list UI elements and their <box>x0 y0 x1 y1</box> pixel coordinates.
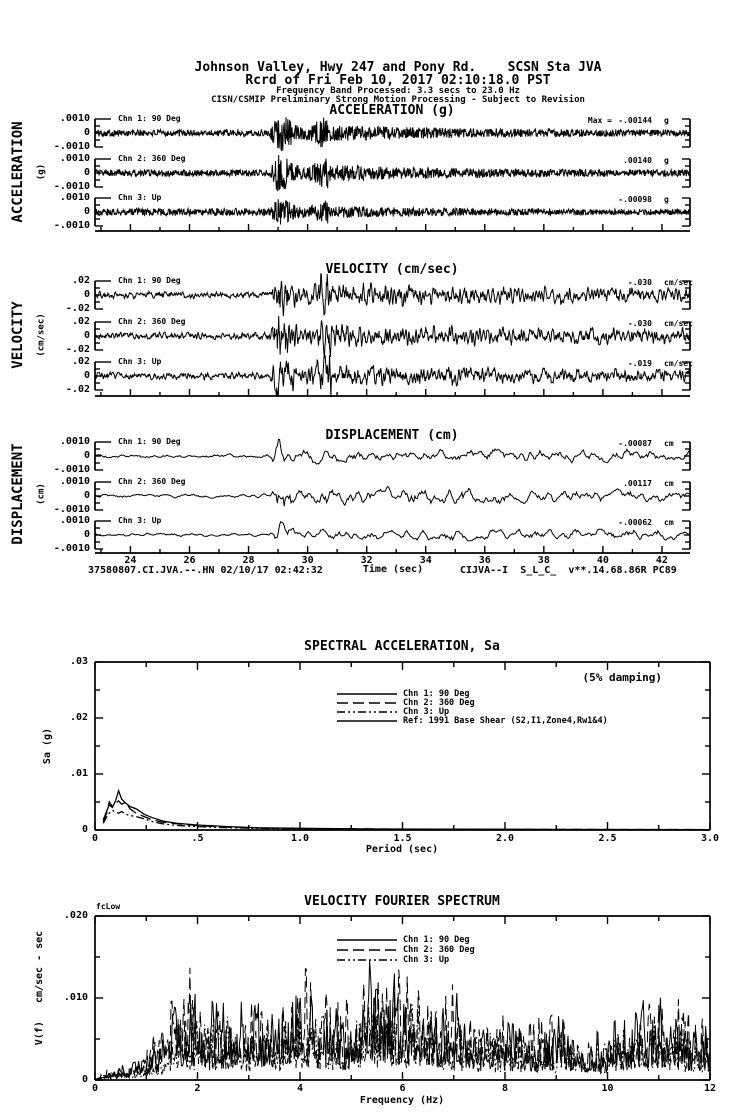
record-id-footer: 37580807.CI.JVA.--.HN 02/10/17 02:42:32 <box>88 565 323 576</box>
max-prefix-label: Max = <box>587 116 612 125</box>
header-disclaimer-line: CISN/CSMIP Preliminary Strong Motion Processing - Subject to Revision <box>211 95 585 105</box>
fourier-x-tick-label: 0 <box>91 1083 99 1094</box>
time-tick-label: 38 <box>537 555 550 566</box>
displacement_time_series-plot <box>95 439 690 553</box>
amp-tick-label: .02 <box>71 316 90 327</box>
amp-tick-label: 0 <box>83 529 90 540</box>
header-station-line: Johnson Valley, Hwy 247 and Pony Rd. SCSN Sta JVA <box>194 60 602 75</box>
fourier-x-tick-label: 10 <box>601 1083 614 1094</box>
sa-x-tick-label: .5 <box>191 833 204 844</box>
amp-tick-label: 0 <box>83 490 90 501</box>
max-unit-label: g <box>664 156 669 165</box>
acceleration_time_series-trace-3 <box>95 199 690 224</box>
max-value-label: .00117 <box>623 479 652 488</box>
fourier-y-tick-label: .010 <box>63 992 88 1003</box>
fourier-x-tick-label: 12 <box>703 1083 717 1094</box>
sa-y-tick-label: .02 <box>69 712 88 723</box>
fourier-filter-corner-note: fcLow <box>96 902 121 911</box>
processing-version-footer: CIJVA--I S_L_C_ v**.14.68.86R PC89 <box>460 565 677 576</box>
fourier-legend-label: Chn 3: Up <box>403 955 450 965</box>
sa-legend-label: Chn 2: 360 Deg <box>403 698 475 708</box>
velocity_time_series-trace-3 <box>95 355 690 397</box>
max-value-label: -.019 <box>627 359 652 368</box>
sa-damping-note: (5% damping) <box>582 671 662 684</box>
fourier-y-tick-label: 0 <box>81 1074 88 1085</box>
time-tick-label: 28 <box>242 555 255 566</box>
time-tick-label: 40 <box>596 555 609 566</box>
amp-tick-label: .02 <box>71 275 90 286</box>
max-value-label: -.030 <box>627 278 652 287</box>
displacement-axis-label: DISPLACEMENT <box>10 443 26 545</box>
max-value-label: -.00098 <box>618 195 652 204</box>
fourier-x-axis-label: Frequency (Hz) <box>359 1095 445 1106</box>
channel-label: Chn 1: 90 Deg <box>118 437 181 446</box>
sa-series-2 <box>103 801 710 830</box>
time-axis-label: Time (sec) <box>362 564 424 575</box>
amp-tick-label: -.0010 <box>53 504 90 515</box>
sa-x-tick-label: 0 <box>91 833 99 844</box>
sa-x-tick-label: 2.5 <box>598 833 617 844</box>
max-value-label: -.030 <box>627 319 652 328</box>
time-tick-label: 30 <box>301 555 314 566</box>
sa-y-axis-label: Sa (g) <box>42 727 53 765</box>
displacement_time_series-trace-2 <box>95 487 690 507</box>
max-value-label: .00140 <box>623 156 652 165</box>
displacement_time_series-trace-1 <box>95 439 690 464</box>
amp-tick-label: -.0010 <box>53 543 90 554</box>
velocity-axis-unit: (cm/sec) <box>36 313 47 357</box>
sa-x-tick-label: 2.0 <box>495 833 515 844</box>
sa-x-tick-label: 1.0 <box>290 833 310 844</box>
amp-tick-label: 0 <box>83 330 90 341</box>
sa-x-tick-label: 3.0 <box>700 833 720 844</box>
amp-tick-label: 0 <box>83 289 90 300</box>
sa-series-3 <box>103 810 710 829</box>
channel-label: Chn 2: 360 Deg <box>118 317 186 326</box>
acceleration-axis-label: ACCELERATION <box>10 121 26 223</box>
displacement-axis-unit: (cm) <box>36 483 47 505</box>
sa-y-tick-label: .01 <box>69 768 88 779</box>
acceleration-title: ACCELERATION (g) <box>329 103 455 118</box>
fourier-y-tick-label: .020 <box>63 910 88 921</box>
sa-legend-label: Chn 3: Up <box>403 707 450 717</box>
amp-tick-label: .0010 <box>59 113 90 124</box>
amp-tick-label: -.0010 <box>53 141 90 152</box>
amp-tick-label: .0010 <box>59 515 90 526</box>
amp-tick-label: .0010 <box>59 436 90 447</box>
amp-tick-label: 0 <box>83 450 90 461</box>
fourier-y-axis-label: V(f) cm/sec - sec <box>34 930 45 1046</box>
fourier-legend-label: Chn 1: 90 Deg <box>403 935 470 945</box>
channel-label: Chn 1: 90 Deg <box>118 114 181 123</box>
time-tick-label: 32 <box>360 555 373 566</box>
time-tick-label: 36 <box>478 555 491 566</box>
max-unit-label: cm <box>664 439 674 448</box>
max-unit-label: cm/sec <box>664 319 693 328</box>
max-unit-label: cm <box>664 479 674 488</box>
header-frequency-band-line: Frequency Band Processed: 3.3 secs to 23.0 Hz <box>276 86 520 96</box>
fourier-x-tick-label: 4 <box>296 1083 304 1094</box>
channel-label: Chn 2: 360 Deg <box>118 154 186 163</box>
time-tick-label: 42 <box>655 555 668 566</box>
channel-label: Chn 2: 360 Deg <box>118 477 186 486</box>
amp-tick-label: .02 <box>71 356 90 367</box>
velocity_time_series-trace-1 <box>95 274 690 316</box>
time-tick-label: 24 <box>124 555 137 566</box>
acceleration-axis-unit: (g) <box>36 163 47 181</box>
velocity_time_series-plot <box>95 274 690 397</box>
channel-label: Chn 3: Up <box>118 516 162 525</box>
acceleration_time_series-plot <box>95 114 690 231</box>
max-unit-label: cm <box>664 518 674 527</box>
sa-plot <box>95 662 710 830</box>
sa-legend-label: Chn 1: 90 Deg <box>403 689 470 699</box>
channel-label: Chn 3: Up <box>118 193 162 202</box>
max-unit-label: g <box>664 116 669 125</box>
channel-label: Chn 1: 90 Deg <box>118 276 181 285</box>
amp-tick-label: 0 <box>83 167 90 178</box>
max-unit-label: cm/sec <box>664 278 693 287</box>
amp-tick-label: 0 <box>83 370 90 381</box>
displacement_time_series-trace-3 <box>95 522 690 541</box>
sa-series-1 <box>103 791 710 830</box>
amp-tick-label: .0010 <box>59 192 90 203</box>
header-record-time-line: Rcrd of Fri Feb 10, 2017 02:10:18.0 PST <box>245 73 551 88</box>
time-tick-label: 26 <box>183 555 196 566</box>
amp-tick-label: -.02 <box>65 344 90 355</box>
amp-tick-label: -.0010 <box>53 220 90 231</box>
max-value-label: -.00087 <box>618 439 652 448</box>
amp-tick-label: -.02 <box>65 303 90 314</box>
max-value-label: -.00144 <box>618 116 652 125</box>
amp-tick-label: -.0010 <box>53 181 90 192</box>
fourier-x-tick-label: 6 <box>399 1083 406 1094</box>
velocity-title: VELOCITY (cm/sec) <box>325 262 459 277</box>
sa-y-tick-label: 0 <box>81 824 88 835</box>
velocity-axis-label: VELOCITY <box>10 301 26 369</box>
sa-x-axis-label: Period (sec) <box>365 844 439 855</box>
max-unit-label: g <box>664 195 669 204</box>
amp-tick-label: -.0010 <box>53 464 90 475</box>
fourier-legend-label: Chn 2: 360 Deg <box>403 945 475 955</box>
amp-tick-label: .0010 <box>59 476 90 487</box>
fourier-series-2 <box>95 968 710 1080</box>
sa-x-tick-label: 1.5 <box>393 833 412 844</box>
amp-tick-label: 0 <box>83 206 90 217</box>
sa-y-tick-label: .03 <box>69 656 88 667</box>
amp-tick-label: -.02 <box>65 384 90 395</box>
max-value-label: -.00062 <box>618 518 652 527</box>
sa-title: SPECTRAL ACCELERATION, Sa <box>304 639 500 654</box>
fourier-x-tick-label: 8 <box>501 1083 509 1094</box>
amp-tick-label: .0010 <box>59 153 90 164</box>
displacement-title: DISPLACEMENT (cm) <box>325 428 459 443</box>
channel-label: Chn 3: Up <box>118 357 162 366</box>
fourier-x-tick-label: 2 <box>194 1083 201 1094</box>
sa-legend-label: Ref: 1991 Base Shear (S2,I1,Zone4,Rw1&4) <box>403 716 608 726</box>
time-tick-label: 34 <box>419 555 432 566</box>
max-unit-label: cm/sec <box>664 359 693 368</box>
fourier-title: VELOCITY FOURIER SPECTRUM <box>304 894 500 909</box>
amp-tick-label: 0 <box>83 127 90 138</box>
